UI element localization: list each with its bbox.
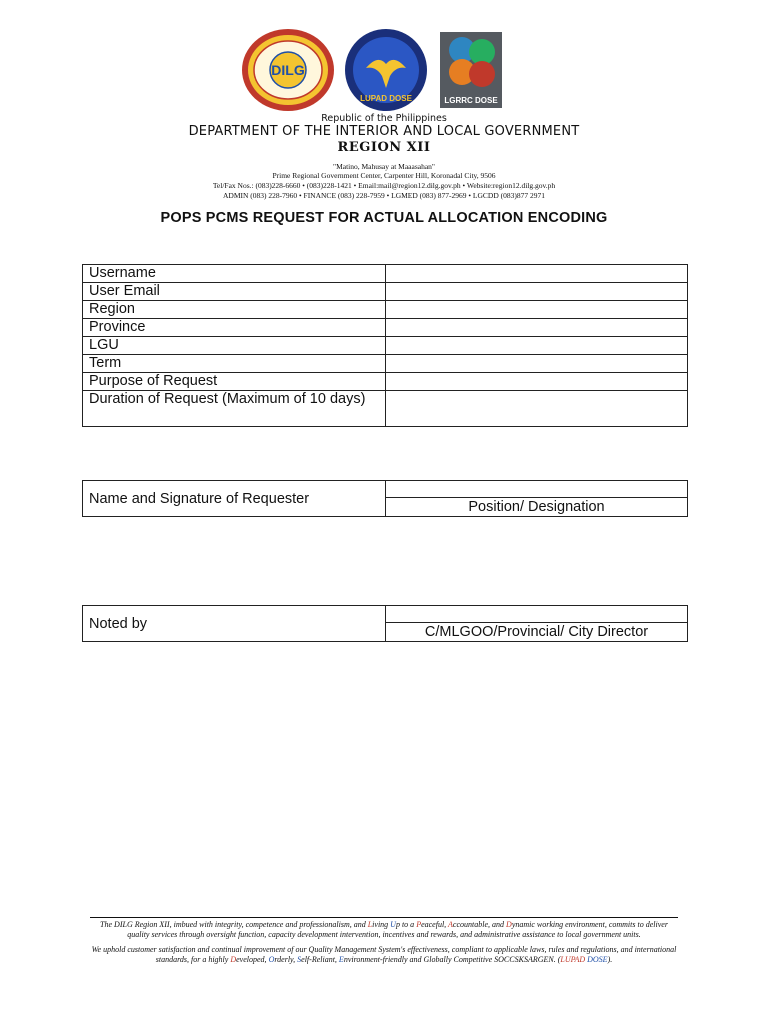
table-row — [83, 373, 688, 391]
field-label-term: Term — [83, 355, 386, 373]
table-row — [83, 283, 688, 301]
field-label-lgu: LGU — [83, 337, 386, 355]
requester-signature-field[interactable] — [386, 481, 688, 498]
noted-by-table — [82, 605, 688, 642]
table-row — [83, 355, 688, 373]
field-value-purpose[interactable] — [385, 373, 687, 391]
requester-label: Name and Signature of Requester — [83, 481, 386, 517]
request-details-table — [82, 264, 688, 427]
header-logos — [0, 28, 768, 112]
dilg-logo-text: DILG — [271, 62, 305, 78]
motto: "Matino, Mahusay at Maaasahan" — [333, 162, 435, 171]
table-row — [83, 265, 688, 283]
contact-line: Tel/Fax Nos.: (083)228-6660 • (083)228-1421 • Email:mail@region12.dilg.gov.ph • Website:region12.dilg.gov.ph — [212, 181, 556, 190]
table-row — [83, 319, 688, 337]
noted-by-signature-field[interactable] — [386, 606, 688, 623]
field-label-user-email: User Email — [83, 283, 386, 301]
table-row — [83, 391, 688, 427]
footer-mission: The DILG Region XII, imbued with integrity, competence and professionalism, and Living Up to a Peaceful, Accountable, and Dynamic working environment, commits to deliver quality services through oversight function, capacity development intervention, incentives and rewards, and administrative assistance to local government units. — [100, 920, 668, 939]
footer-statement — [90, 917, 678, 970]
director-caption: C/MLGOO/Provincial/ City Director — [386, 623, 688, 642]
offices-line: ADMIN (083) 228-7960 • FINANCE (083) 228-7959 • LGMED (083) 877-2969 • LGCDD (083)877 2971 — [222, 191, 545, 200]
address-line: Prime Regional Government Center, Carpenter Hill, Koronadal City, 9506 — [272, 171, 496, 180]
position-designation-caption: Position/ Designation — [386, 498, 688, 517]
footer-divider — [90, 917, 678, 918]
form-title: POPS PCMS REQUEST FOR ACTUAL ALLOCATION ENCODING — [160, 210, 608, 226]
lgrrc-logo-text: LGRRC DOSE — [444, 96, 498, 105]
field-value-province[interactable] — [385, 319, 687, 337]
field-value-user-email[interactable] — [385, 283, 687, 301]
field-value-duration[interactable] — [385, 391, 687, 427]
footer-quality-policy: We uphold customer satisfaction and continual improvement of our Quality Management System's effectiveness, compliant to applicable laws, rules and regulations, and international standards, for a highly Developed, Orderly, Self-Reliant, Environment-friendly and Globally Competitive SOCCSKSARGEN. (LUPAD DOSE). — [91, 945, 677, 964]
dilg-seal-logo — [240, 28, 336, 112]
field-label-region: Region — [83, 301, 386, 319]
requester-signature-table — [82, 480, 688, 517]
field-value-lgu[interactable] — [385, 337, 687, 355]
field-label-username: Username — [83, 265, 386, 283]
field-label-duration: Duration of Request (Maximum of 10 days) — [83, 391, 386, 427]
field-value-term[interactable] — [385, 355, 687, 373]
noted-by-label: Noted by — [83, 606, 386, 642]
field-label-province: Province — [83, 319, 386, 337]
field-label-purpose: Purpose of Request — [83, 373, 386, 391]
table-row — [83, 301, 688, 319]
lupad-dose-logo — [344, 28, 428, 112]
lgrrc-dose-logo — [436, 28, 506, 112]
lupad-logo-text: LUPAD DOSE — [360, 94, 412, 103]
table-row — [83, 337, 688, 355]
republic-line: Republic of the Philippines — [321, 113, 447, 124]
region-name: REGION XII — [337, 140, 431, 155]
department-name: DEPARTMENT OF THE INTERIOR AND LOCAL GOVERNMENT — [188, 124, 580, 139]
field-value-region[interactable] — [385, 301, 687, 319]
field-value-username[interactable] — [385, 265, 687, 283]
